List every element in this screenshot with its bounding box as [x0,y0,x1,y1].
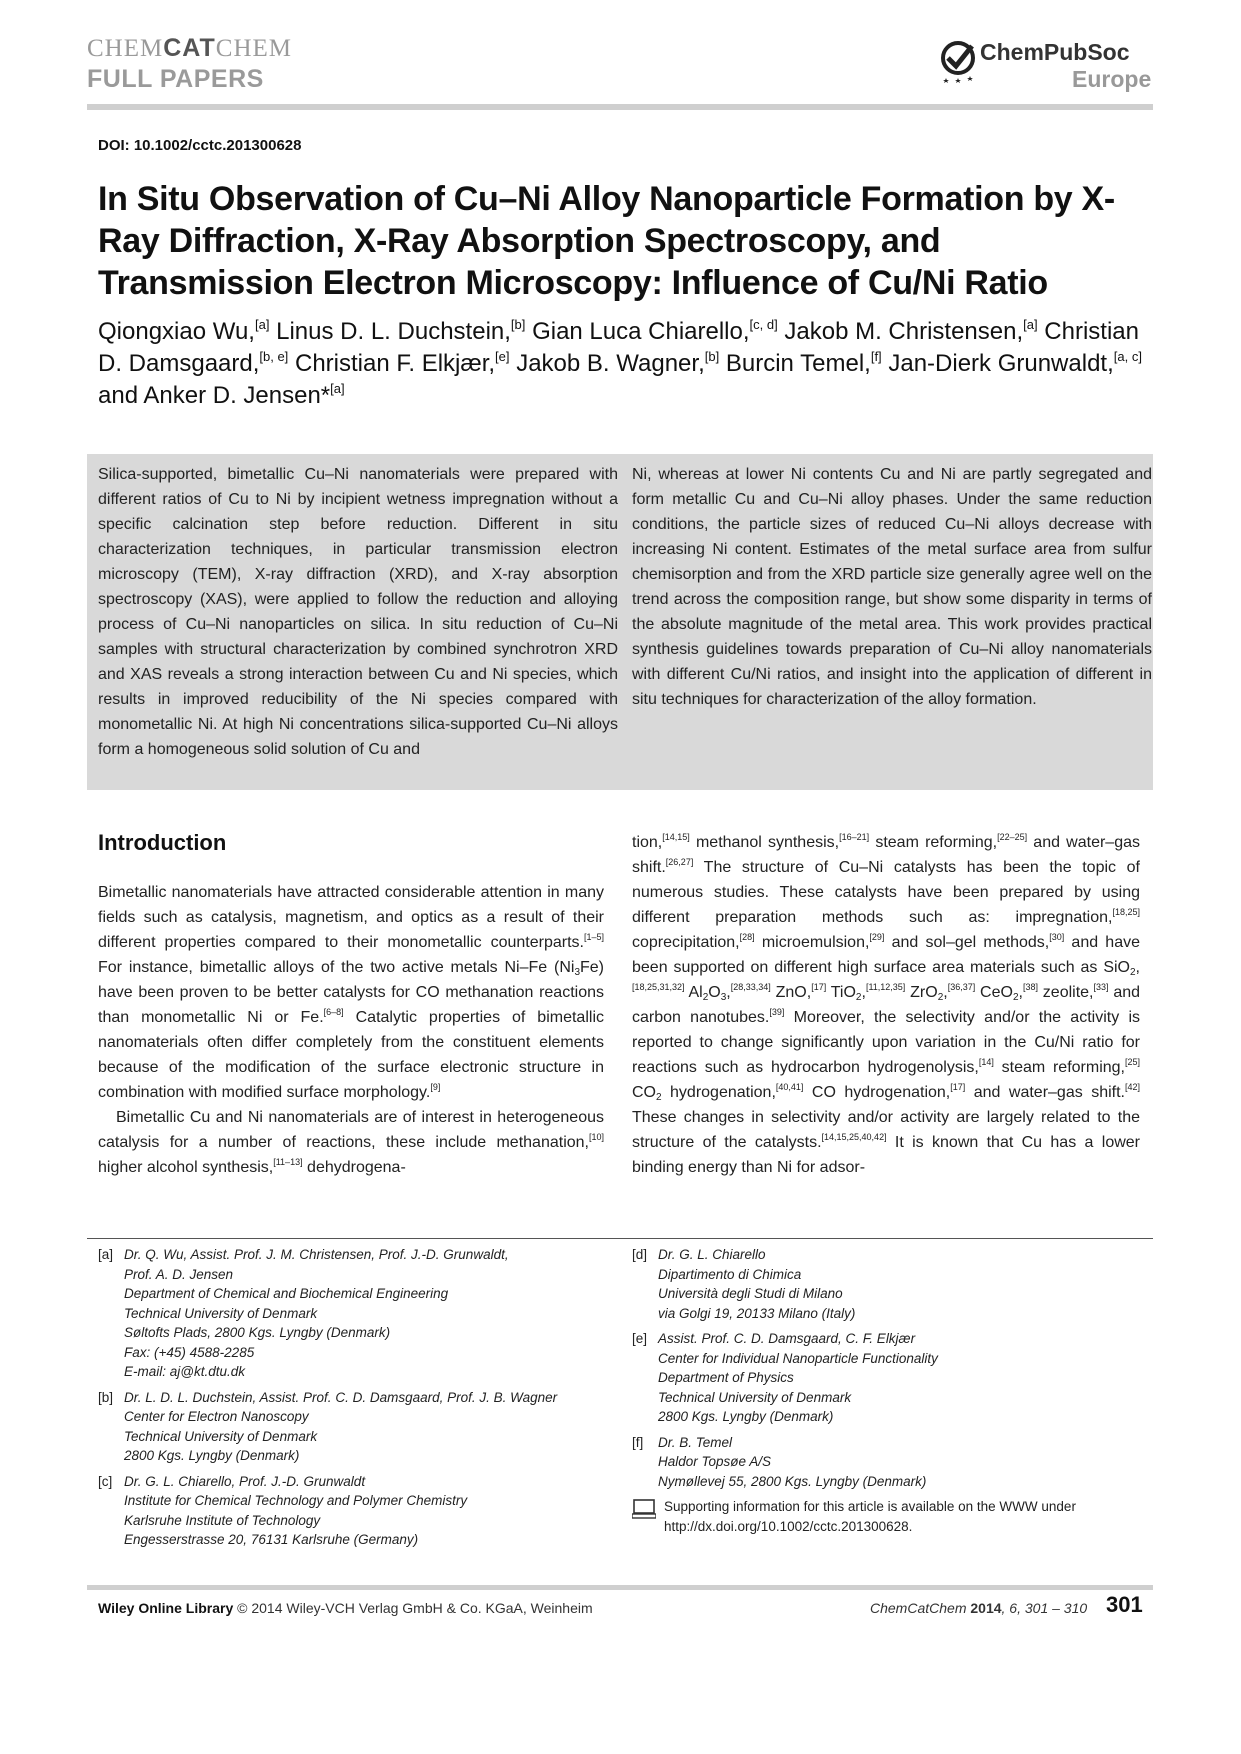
citation-journal: ChemCatChem [870,1600,971,1616]
article-title: In Situ Observation of Cu–Ni Alloy Nanoparticle Formation by X-Ray Diffraction, X-Ray Absorption Spectroscopy, and Transmission Electron Microscopy: Influence of Cu/Ni Ratio [98,180,1115,302]
section-heading: Introduction [98,830,227,855]
affiliation-text: Dr. B. Temel Haldor Topsøe A/S Nymøllevej 55, 2800 Kgs. Lyngby (Denmark) [658,1434,927,1489]
author-affiliation-mark: [a] [254,317,270,332]
affiliation-tag: [d] [632,1247,648,1262]
author-affiliation-mark: [f] [870,349,882,364]
author-name: Jakob B. Wagner, [516,350,705,377]
journal-name-part: CHEM [87,35,164,62]
author-affiliation-mark: [b] [704,349,720,364]
subscript: 3 [720,992,727,1003]
citation-ref[interactable]: [14,15,25,40,42] [821,1132,887,1142]
author-affiliation-mark: [a, c] [1113,349,1142,364]
citation-ref[interactable]: [18,25] [1112,907,1140,917]
computer-icon [632,1499,656,1519]
affiliation-tag: [e] [632,1331,648,1346]
author-affiliation-mark: [b] [510,317,526,332]
citation-ref[interactable]: [38] [1022,982,1038,992]
affiliation [632,1433,1152,1492]
page-number: 301 [1106,1592,1143,1617]
author-affiliation-mark: [c, d] [749,317,778,332]
citation-ref[interactable]: [33] [1093,982,1109,992]
subscript: 2 [1012,992,1019,1003]
citation-ref[interactable]: [17] [950,1082,966,1092]
supporting-info [632,1497,1152,1536]
author-affiliation-mark: [a] [1023,317,1038,332]
logo-subtext: Europe [1072,66,1152,92]
citation-ref[interactable]: [40,41] [775,1082,804,1092]
author-affiliation-mark: [e] [495,349,510,364]
affiliations-left [98,1245,618,1556]
author-name: and Anker D. Jensen* [98,382,331,409]
citation-ref[interactable]: [28,33,34] [730,982,771,992]
affiliation-text: Dr. G. L. Chiarello Dipartimento di Chimica Università degli Studi di Milano via Golgi 19, 20133 Milano (Italy) [658,1247,856,1321]
citation-ref[interactable]: [9] [430,1082,441,1092]
citation-ref[interactable]: [16–21] [839,832,870,842]
subscript: 2 [702,992,709,1003]
affiliation [98,1388,618,1466]
citation-ref[interactable]: [1–5] [583,932,604,942]
author-name: Qiongxiao Wu, [98,318,255,345]
doi: DOI: 10.1002/cctc.201300628 [98,137,302,154]
citation-ref[interactable]: [26,27] [665,857,694,867]
affiliation-text: Dr. L. D. L. Duchstein, Assist. Prof. C. D. Damsgaard, Prof. J. B. Wagner Center for Electron Nanoscopy Technical University of Denmark 2800 Kgs. Lyngby (Denmark) [124,1389,558,1463]
affiliation [632,1329,1152,1427]
author-name: Linus D. L. Duchstein, [276,318,511,345]
author-affiliation-mark: [b, e] [259,349,289,364]
citation-ref[interactable]: [22–25] [997,832,1028,842]
citation-year: 2014 [970,1600,1002,1616]
citation-ref[interactable]: [11–13] [273,1157,303,1167]
citation-ref[interactable]: [6–8] [323,1007,344,1017]
affiliation-tag: [f] [632,1434,644,1450]
author-name: Christian D. Damsgaard, [98,318,1139,377]
affiliation-tag: [c] [98,1473,113,1489]
subscript: 2 [937,992,944,1003]
affiliation-tag: [b] [98,1389,114,1405]
paragraph: Bimetallic nanomaterials have attracted considerable attention in many fields such as catalysis, magnetism, and optics as a result of their different properties compared to their monometallic counterparts.[1–5] For instance, bimetallic alloys of the two active metals Ni–Fe $(Ni_3Fe)$ have been proven to be better catalysts for CO methanation reactions than monometallic Ni or Fe.[6–8] Catalytic properties of bimetallic nanomaterials often differ completely from the constituent elements because of the modification of the surface electronic structure in combination with modified surface morphology.[9] [98,884,604,1101]
affiliation-tag: [a] [98,1247,114,1262]
citation-ref[interactable]: [25] [1124,1057,1140,1067]
affiliation [632,1245,1152,1323]
affiliation-text: Dr. G. L. Chiarello, Prof. J.-D. Grunwaldt Institute for Chemical Technology and Polymer Chemistry Karlsruhe Institute of Technology Engesserstrasse 20, 76131 Karlsruhe (Germany) [124,1473,468,1547]
header-rule [87,104,1153,110]
logo-text: ChemPubSoc [980,39,1130,65]
abstract-left: Silica-supported, bimetallic Cu–Ni nanomaterials were prepared with different ratios of Cu to Ni by incipient wetness impregnation without a specific calcination step before reduction. Different in situ characterization techniques, in particular transmission electron microscopy (TEM), X-ray diffraction (XRD), and X-ray absorption spectroscopy (XAS), were applied to follow the reduction and alloying process of Cu–Ni nanoparticles on silica. In situ reduction of Cu–Ni samples with structural characterization by combined synchrotron XRD and XAS reveals a strong interaction between Cu and Ni species, which results in improved reducibility of the Ni species compared with monometallic Ni. At high Ni concentrations silica-supported Cu–Ni alloys form a homogeneous solid solution of Cu and [98,466,618,758]
citation-ref[interactable]: [18,25,31,32] [632,982,685,992]
citation-ref[interactable]: [42] [1125,1082,1141,1092]
chempubsoc-logo-icon [938,36,980,86]
footer-citation [870,1600,1087,1616]
citation-ref[interactable]: [29] [869,932,885,942]
author-list [98,316,1158,412]
citation-ref[interactable]: [14] [978,1057,994,1067]
body-right-column [632,830,1140,1180]
author-name: Christian F. Elkjær, [294,350,496,377]
author-name: Jakob M. Christensen, [784,318,1024,345]
body-left-column [98,880,604,1180]
citation-ref[interactable]: [36,37] [947,982,976,992]
citation-volume: , 6, 301 – 310 [1001,1600,1088,1616]
citation-ref[interactable]: [14,15] [662,832,690,842]
citation-ref[interactable]: [39] [769,1007,785,1017]
footer-rule [87,1585,1153,1590]
citation-ref[interactable]: [11,12,35] [865,982,906,992]
footer-copyright [98,1600,593,1616]
copyright-text: © 2014 Wiley-VCH Verlag GmbH & Co. KGaA, Weinheim [233,1600,593,1616]
subscript: 3 [574,967,580,978]
affiliation [98,1472,618,1550]
citation-ref[interactable]: [30] [1049,932,1065,942]
subscript: 2 [855,992,862,1003]
section-label: FULL PAPERS [87,65,264,93]
citation-ref[interactable]: [17] [811,982,827,992]
affiliations-right [632,1245,1152,1536]
journal-name-part: CHEM [215,35,292,62]
journal-name [87,36,292,61]
author-name: Gian Luca Chiarello, [532,318,750,345]
affiliation-text: Dr. Q. Wu, Assist. Prof. J. M. Christensen, Prof. J.-D. Grunwaldt, Prof. A. D. Jensen Department of Chemical and Biochemical Engineering Technical University of Denmark Søltofts Plads, 2800 Kgs. Lyngby (Denmark) Fax: (+45) 4588-2285 E-mail: aj@kt.dtu.dk [124,1247,509,1379]
citation-ref[interactable]: [10] [588,1132,604,1142]
paragraph: Bimetallic Cu and Ni nanomaterials are of interest in heterogeneous catalysis for a number of reactions, these include methanation,[10] higher alcohol synthesis,[11–13] dehydrogena- [98,1109,604,1176]
author-name: Jan-Dierk Grunwaldt, [888,350,1114,377]
author-affiliation-mark: [a] [330,381,345,396]
wiley-online-library-link[interactable]: Wiley Online Library [98,1600,234,1616]
paragraph: tion,[14,15] methanol synthesis,[16–21] steam reforming,[22–25] and water–gas shift.[26,27] The structure of Cu–Ni catalysts has been the topic of numerous studies. These catalysts have been prepared by using different preparation methods such as: impregnation,[18,25] coprecipitation,[28] microemulsion,[29] and sol–gel methods,[30] and have been supported on different high surface area materials such as SiO$_2$,[18,25,31,32] $Al_2O_3,[28,33,34]$ ZnO,[17] TiO$_2$,[11,12,35] ZrO$_2$,[36,37] CeO$_2$,[38] zeolite,[33] and carbon nanotubes.[39] Moreover, the selectivity and/or the activity is reported to change significantly upon variation in the Cu/Ni ratio for reactions such as hydrocarbon hydrogenolysis,[14] steam reforming,[25] $CO_2$ hydrogenation,[40,41] CO hydrogenation,[17] and water–gas shift.[42] These changes in selectivity and/or activity are largely related to the structure of the catalysts.[14,15,25,40,42] It is known that Cu has a lower binding energy than Ni for adsor- [632,832,1141,1176]
supporting-info-text[interactable]: Supporting information for this article is available on the WWW under http://dx.doi.org/10.1002/cctc.201300628. [664,1499,1076,1534]
subscript: 2 [656,1092,662,1103]
affiliation [98,1245,618,1382]
abstract-right: Ni, whereas at lower Ni contents Cu and Ni are partly segregated and form metallic Cu and Cu–Ni alloy phases. Under the same reduction conditions, the particle sizes of reduced Cu–Ni alloys decrease with increasing Ni content. Estimates of the metal surface area from sulfur chemisorption and from the XRD particle size generally agree well on the trend across the composition range, but show some disparity in terms of the absolute magnitude of the metal area. This work provides practical synthesis guidelines towards preparation of Cu–Ni alloy nanomaterials with different Cu/Ni ratios, and insight into the application of different in situ techniques for characterization of the alloy formation. [632,466,1152,708]
author-name: Burcin Temel, [725,350,871,377]
affiliation-rule [87,1238,1153,1239]
citation-ref[interactable]: [28] [739,932,755,942]
subscript: 2 [1129,967,1136,978]
journal-name-part: CAT [163,34,216,62]
affiliation-text: Assist. Prof. C. D. Damsgaard, C. F. Elkjær Center for Individual Nanoparticle Functionality Department of Physics Technical University of Denmark 2800 Kgs. Lyngby (Denmark) [658,1331,938,1424]
